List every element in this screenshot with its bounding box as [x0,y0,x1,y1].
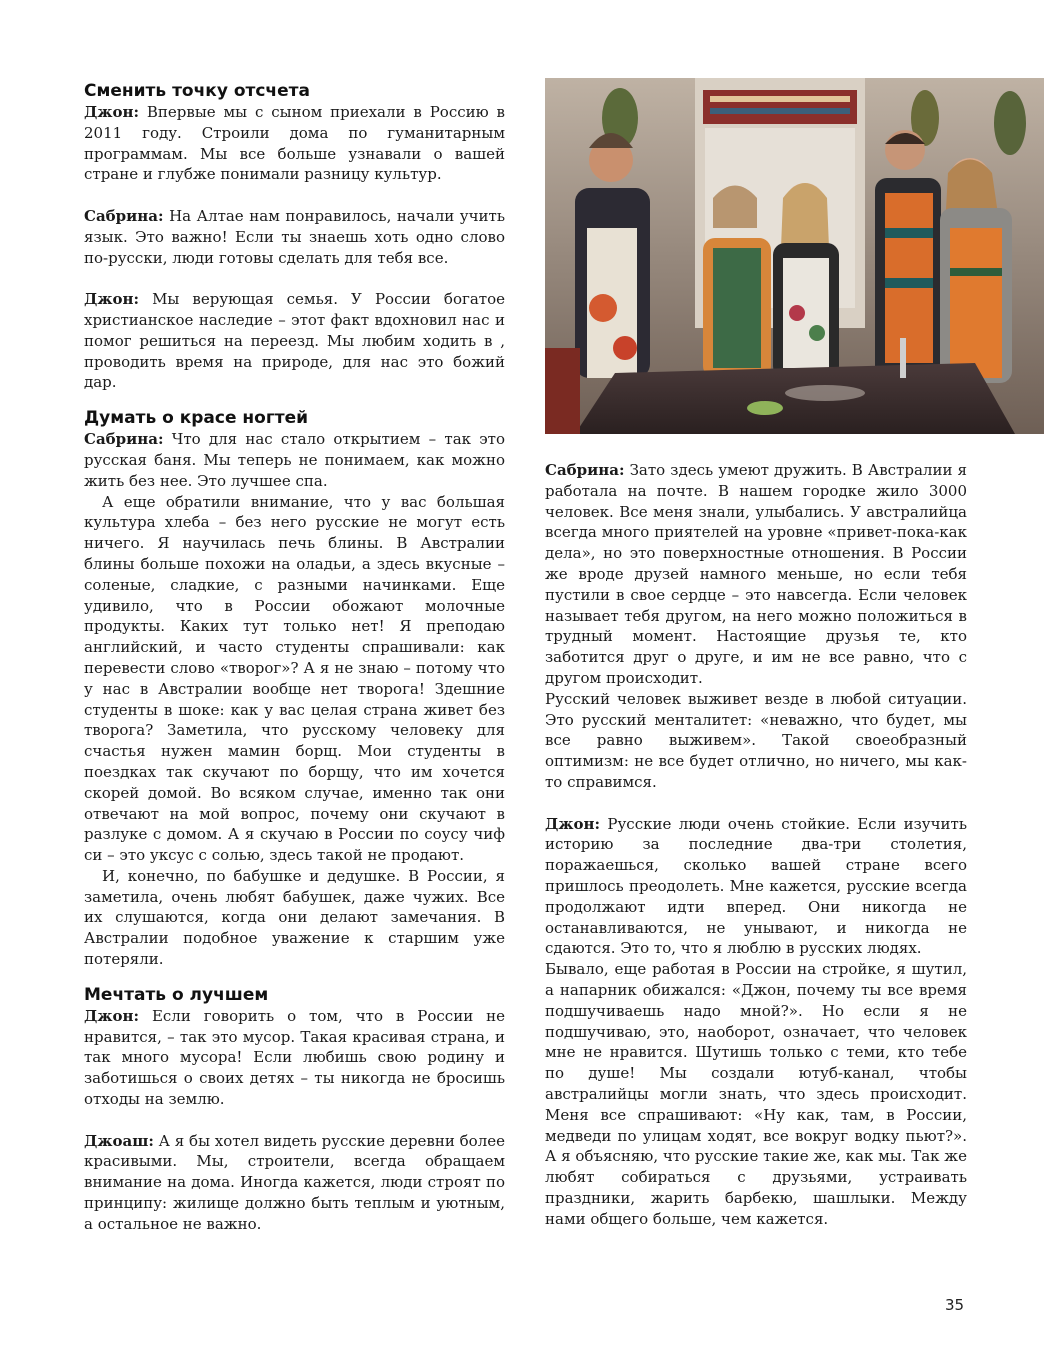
speaker-label: Джоаш: [84,1131,154,1150]
family-cooking-photo [545,78,1044,434]
speaker-label: Сабрина: [84,430,164,449]
paragraph-john-2 [84,289,505,393]
speaker-label: Джон: [545,814,601,833]
paragraph-text: Если говорить о том, что в России не нравится, – так это мусор. Такая красивая страна, и так много мусора! Если любишь свою родину и заботишься о своих детях – ты никогда не бросишь отходы на землю. [84,1006,505,1109]
paragraph-sabrina-3 [545,460,967,689]
right-column [545,460,967,1229]
paragraph-jokes: Бывало, еще работая в России на стройке, я шутил, а напарник обижался: «Джон, почему ты все время подшучиваешь надо мной?». Но если я не подшучиваю, это, наоборот, означает, что человек мне не нравится. Шутишь только с теми, кто тебе по душе! Мы создали ютуб-канал, чтобы австралийцы могли знать, что здесь происходит. Меня все спрашивают: «Ну как, там, в России, медведи по улицам ходят, все вокруг водку пьют?». А я объясняю, что русские такие же, как мы. Так же любят собираться с друзьями, устраивать праздники, жарить барбекю, шашлыки. Между нами общего больше, чем кажется. [545,960,967,1228]
speaker-label: Сабрина: [84,206,164,225]
paragraph-mentality: Русский человек выживет везде в любой ситуации. Это русский менталитет: «неважно, что будет, мы все равно выживем». Такой своеобразный оптимизм: не все будет отлично, но ничего, мы как-то справимся. [545,689,967,791]
speaker-label: Сабрина: [545,461,625,479]
speaker-label: Джон: [84,290,140,309]
paragraph-text: На Алтае нам понравилось, начали учить язык. Это важно! Если ты знаешь хоть одно слово по-русски, люди готовы сделать для тебя все. [84,206,505,267]
left-column [84,80,505,1235]
photo-illustration [545,78,1044,434]
section-heading-3: Мечтать о лучшем [84,984,269,1005]
section-heading-1: Сменить точку отсчета [84,81,310,101]
page-number: 35 [945,1296,965,1314]
paragraph-sabrina-1 [84,206,505,268]
speaker-label: Джон: [84,103,140,121]
paragraph-joash-1 [84,1131,505,1235]
paragraph-sabrina-2 [84,429,505,491]
speaker-label: Джон: [84,1006,140,1025]
paragraph-text: Что для нас стало открытием – так это русская баня. Мы теперь не понимаем, как можно жить без нее. Это лучшее спа. [84,430,505,490]
paragraph-john-3 [84,1006,505,1110]
paragraph-grandparents: И, конечно, по бабушке и дедушке. В России, я заметила, очень любят бабушек, даже чужих. Все их слушаются, когда они делают замечания. В Австралии подобное уважение к старшим уже потеряли. [84,866,505,969]
paragraph-text: Мы верующая семья. У России богатое христианское наследие – этот факт вдохновил нас и помог решиться на переезд. Мы любим ходить в , проводить время на природе, для нас это божий дар. [84,290,505,392]
paragraph-john-4 [545,814,967,960]
paragraph-john-1 [84,102,505,185]
paragraph-bread: А еще обратили внимание, что у вас большая культура хлеба – без него русские не могут есть ничего. Я научилась печь блины. В Австралии блины больше похожи на оладьи, а здесь вкусные – соленые, сладкие, с разными начинками. Еще удивило, что в России обожают молочные продукты. Каких тут только нет! Я преподаю английский, и часто студенты спрашивали: как перевести слово «творог»? А я не знаю – потому что у нас в Австралии вообще нет творога! Здешние студенты в шоке: как у вас целая страна живет без творога? Заметила, что русскому человеку для счастья нужен мамин борщ. Мои студенты в поездках так скучают по борщу, что им хочется скорей домой. Во всяком случае, именно так они отвечают на мой вопрос, почему они скучают в разлуке с домом. А я скучаю в России по соусу чиф си – это уксус с солью, здесь такой не продают. [84,492,505,865]
paragraph-text: Впервые мы с сыном приехали в Россию в 2011 году. Строили дома по гуманитарным программам. Мы все больше узнавали о вашей стране и глубже понимали разницу культур. [84,103,505,184]
paragraph-text: Русские люди очень стойкие. Если изучить историю за последние два-три столетия, поражаешься, сколько вашей стране всего пришлось преодолеть. Мне кажется, русские всегда продолжают идти вперед. Они никогда не останавливаются, не унывают, и никогда не сдаются. Это то, что я люблю в русских людях. [545,814,967,958]
section-heading-2: Думать о красе ногтей [84,408,309,429]
paragraph-text: Зато здесь умеют дружить. В Австралии я работала на почте. В нашем городке жило 3000 человек. Все меня знали, улыбались. У австралийца всегда много приятелей на уровне «привет-пока-как дела», но это поверхностные отношения. В России же вроде друзей намного меньше, но если тебя пустили в свое сердце – это навсегда. Если человек называет тебя другом, на него можно положиться в трудный момент. Настоящие друзья те, кто заботится друг о друге, и им не все равно, что с другом происходит. [545,461,967,687]
paragraph-text: А я бы хотел видеть русские деревни более красивыми. Мы, строители, всегда обращаем внимание на дома. Иногда кажется, люди строят по принципу: жилище должно быть теплым и уютным, а остальное не важно. [84,1131,505,1233]
